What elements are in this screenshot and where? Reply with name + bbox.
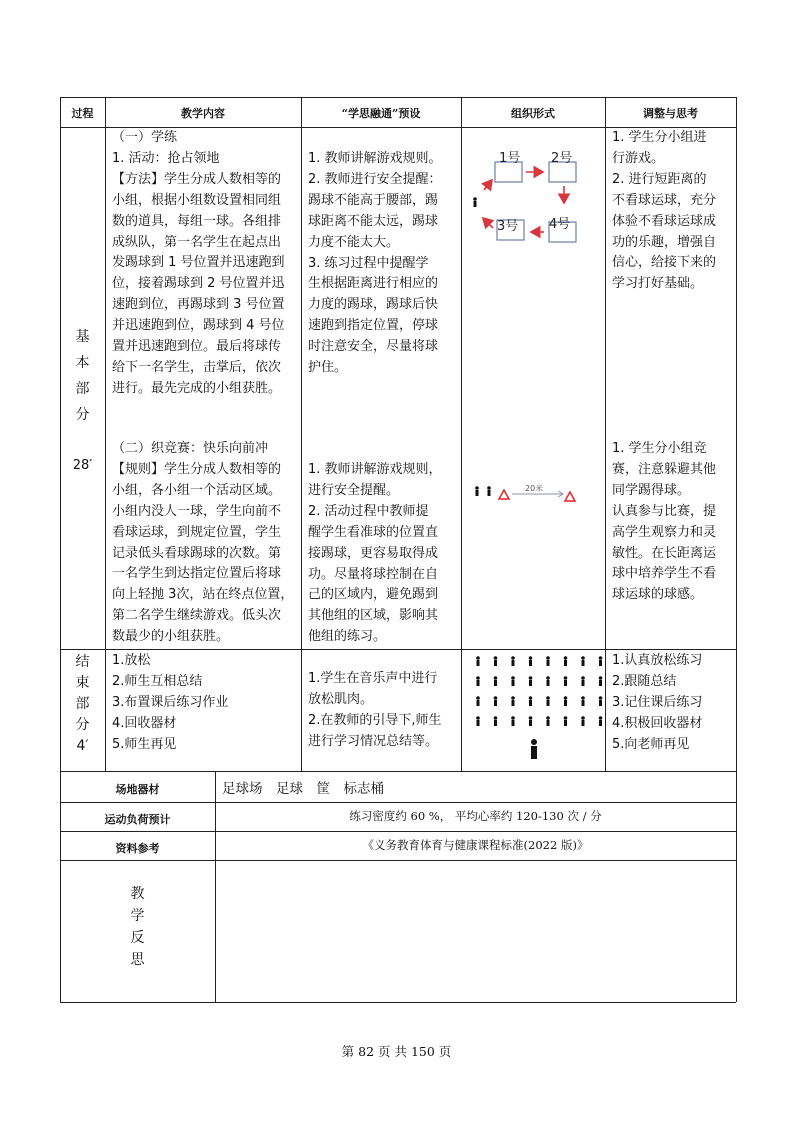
student-formation — [476, 656, 602, 726]
teacher-icon — [531, 739, 537, 759]
reference-value: 《义务教育体育与健康课程标准(2022 版)》 — [362, 838, 589, 852]
student-icon — [476, 716, 480, 726]
text-line: 信心，给接下来的 — [612, 255, 717, 271]
text-line: 2. 活动过程中教师提 — [308, 503, 429, 519]
label-char: 结 — [75, 654, 90, 670]
text-line: 3.记住课后练习 — [612, 695, 703, 710]
text-line: 功的乐趣，增强自 — [612, 234, 717, 250]
ending-reflection — [612, 650, 702, 755]
text-line: 1. 学生分小组进 — [612, 130, 707, 145]
student-icon — [564, 716, 568, 726]
student-icon — [511, 716, 515, 726]
student-icon — [564, 696, 568, 706]
text-line: 向上轻抛 3次，站在终点位置， — [112, 587, 294, 603]
text-line: 小组，各小组一个活动区域。 — [112, 482, 282, 498]
student-icon — [476, 696, 480, 706]
text-line: 并迅速跑到位，踢球到 4 号位 — [112, 318, 285, 334]
grid-line — [105, 97, 106, 771]
student-icon — [581, 696, 585, 706]
student-icon — [599, 676, 603, 686]
position-label-1: 1号 — [499, 151, 521, 166]
grid-line — [60, 97, 736, 98]
venue-value: 足球场 足球 筐 标志桶 — [222, 781, 384, 797]
activity2-preset — [308, 460, 442, 648]
activity2-diagram — [462, 478, 604, 508]
text-line: 己的区域内，避免踢到 — [308, 587, 439, 603]
text-line: 置并迅速跑到位。最后将球传 — [112, 339, 282, 355]
student-icon — [581, 716, 585, 726]
text-line: 2.跟随总结 — [612, 674, 677, 689]
text-line: 速跑到指定位置，停球 — [308, 318, 439, 334]
label-char: 本 — [75, 355, 90, 371]
text-line: 1.学生在音乐声中进行 — [308, 671, 438, 686]
label-char: 教 — [130, 886, 145, 902]
grid-line — [60, 860, 736, 861]
text-line: 放松肌肉。 — [308, 692, 374, 707]
student-icon — [599, 716, 603, 726]
ending-preset — [308, 668, 442, 752]
ending-part-label — [60, 652, 105, 757]
load-value: 练习密度约 60 %， 平均心率约 120-130 次 / 分 — [349, 809, 602, 823]
student-icon — [473, 197, 477, 207]
text-line: 其他组的区域，影响其 — [308, 608, 439, 624]
text-line: 进行学习情况总结等。 — [308, 734, 439, 749]
text-line: 赛，注意躲避其他 — [612, 461, 717, 477]
activity2-content — [112, 439, 293, 648]
student-icon — [564, 656, 568, 666]
text-line: 5.师生再见 — [112, 737, 177, 752]
text-line: 2.师生互相总结 — [112, 674, 203, 689]
grid-line — [605, 97, 606, 771]
text-line: 球距离不能太远，踢球 — [308, 213, 439, 229]
text-line: 3.布置课后练习作业 — [112, 695, 229, 710]
student-icon — [564, 676, 568, 686]
text-line: 给下一名学生，击掌后，依次 — [112, 359, 282, 375]
student-icon — [581, 656, 585, 666]
grid-line — [60, 771, 736, 772]
text-line: 学习打好基础。 — [612, 276, 704, 292]
label-char: 思 — [130, 952, 145, 968]
text-line: 高学生观察力和灵 — [612, 524, 717, 540]
text-line: 4.积极回收器材 — [612, 716, 703, 731]
text-line: 位，接着踢球到 2 号位置并迅 — [112, 276, 285, 292]
arrow-diagonal-icon — [483, 218, 493, 228]
label-char: 束 — [75, 675, 90, 691]
text-line: 一名学生到达指定位置后将球 — [112, 566, 282, 582]
ending-content — [112, 650, 228, 755]
student-icon — [511, 696, 515, 706]
student-icon — [487, 486, 491, 496]
label-char: 学 — [130, 908, 145, 924]
text-line: 力度不能太大。 — [308, 234, 400, 250]
label-char: 分 — [75, 407, 90, 423]
text-line: 球中培养学生不看 — [612, 566, 717, 582]
text-line: 体验不看球运球成 — [612, 213, 717, 229]
arrow-diagonal-icon — [484, 180, 492, 190]
reference-label: 资料参考 — [115, 842, 160, 855]
text-line: 进行。最先完成的小组获胜。 — [112, 380, 282, 396]
text-line: 2.在教师的引导下,师生 — [308, 713, 442, 728]
text-line: 1. 学生分小组竞 — [612, 441, 707, 456]
position-label-4: 4号 — [549, 217, 571, 232]
grid-line — [60, 97, 61, 1002]
student-icon — [475, 486, 479, 496]
grid-line — [215, 771, 216, 1002]
text-line: 记录低头看球踢球的次数。第 — [112, 545, 282, 561]
text-line: 数的道具，每组一球。各组排 — [112, 213, 282, 229]
text-line: 1.放松 — [112, 653, 151, 668]
label-char: 反 — [130, 930, 145, 946]
text-line: （一）学练 — [112, 130, 178, 145]
basic-time: 28′ — [72, 458, 93, 473]
text-line: 醒学生看准球的位置直 — [308, 524, 439, 540]
student-icon — [494, 656, 498, 666]
distance-label: 20米 — [525, 484, 544, 493]
activity2-reflection — [612, 439, 716, 606]
text-line: 功。尽量将球控制在自 — [308, 566, 439, 582]
text-line: 他组的练习。 — [308, 629, 387, 645]
activity1-diagram — [462, 140, 604, 250]
student-icon — [546, 656, 550, 666]
text-line: 5.向老师再见 — [612, 737, 690, 752]
student-icon — [529, 656, 533, 666]
text-line: 数最少的小组获胜。 — [112, 629, 230, 645]
student-icon — [476, 676, 480, 686]
position-label-3: 3号 — [497, 219, 519, 234]
teaching-reflection-label — [60, 883, 215, 971]
text-line: 1. 教师讲解游戏规则。 — [308, 151, 442, 166]
text-line: 力度的踢球，踢球后快 — [308, 297, 439, 313]
text-line: 第二名学生继续游戏。低头次 — [112, 608, 282, 624]
position-label-2: 2号 — [551, 151, 573, 166]
student-icon — [546, 696, 550, 706]
student-icon — [546, 676, 550, 686]
label-char: 部 — [75, 381, 90, 397]
student-icon — [511, 676, 515, 686]
text-line: 速跑到位，再踢球到 3 号位置 — [112, 297, 285, 313]
text-line: 敏性。在长距离运 — [612, 545, 717, 561]
student-icon — [546, 716, 550, 726]
text-line: 行游戏。 — [612, 150, 665, 166]
header-organization: 组织形式 — [511, 107, 555, 120]
text-line: 同学踢得球。 — [612, 482, 691, 498]
ending-time: 4′ — [76, 738, 89, 754]
student-icon — [581, 676, 585, 686]
activity1-reflection — [612, 128, 716, 295]
text-line: 1. 活动：抢占领地 — [112, 150, 220, 166]
text-line: 成纵队，第一名学生在起点出 — [112, 234, 282, 250]
student-icon — [494, 696, 498, 706]
text-line: 发踢球到 1 号位置并迅速跑到 — [112, 255, 285, 271]
label-char: 分 — [75, 717, 90, 733]
text-line: 生根据距离进行相应的 — [308, 276, 439, 292]
venue-label: 场地器材 — [115, 783, 160, 796]
text-line: 不看球运球，充分 — [612, 192, 717, 208]
cone-icon — [565, 492, 575, 501]
basic-part-label — [60, 324, 105, 428]
student-icon — [529, 676, 533, 686]
header-process: 过程 — [71, 107, 94, 120]
page-number: 第 82 页 共 150 页 — [341, 1044, 452, 1059]
student-icon — [476, 656, 480, 666]
text-line: 【方法】学生分成人数相等的 — [112, 171, 282, 187]
text-line: 【规则】学生分成人数相等的 — [112, 461, 282, 477]
activity1-content — [112, 128, 285, 400]
text-line: 1.认真放松练习 — [612, 653, 703, 668]
grid-line — [736, 97, 737, 1002]
header-content: 教学内容 — [181, 107, 225, 120]
load-label: 运动负荷预计 — [104, 813, 171, 826]
student-icon — [511, 656, 515, 666]
student-icon — [599, 696, 603, 706]
student-icon — [494, 676, 498, 686]
student-icon — [599, 656, 603, 666]
student-icon — [494, 716, 498, 726]
text-line: 认真参与比赛，提 — [612, 503, 717, 519]
text-line: 接踢球，更容易取得成 — [308, 545, 439, 561]
grid-line — [60, 831, 736, 832]
text-line: 小组内没人一球，学生向前不 — [112, 503, 282, 519]
student-icon — [529, 696, 533, 706]
text-line: 2. 进行短距离的 — [612, 171, 707, 187]
grid-line — [60, 802, 736, 803]
text-line: （二）织竞赛：快乐向前冲 — [112, 441, 269, 456]
text-line: 时注意安全，尽量将球 — [308, 339, 439, 355]
cone-icon — [499, 490, 509, 499]
text-line: 看球运球，到规定位置，学生 — [112, 524, 282, 540]
text-line: 踢球不能高于腰部，踢 — [308, 192, 439, 208]
label-char: 部 — [75, 696, 90, 712]
text-line: 进行安全提醒。 — [308, 482, 400, 498]
text-line: 3. 练习过程中提醒学 — [308, 255, 429, 271]
label-char: 基 — [75, 329, 90, 345]
grid-line — [60, 1002, 736, 1003]
header-preset: “学思融通”预设 — [341, 107, 421, 120]
text-line: 球运球的球感。 — [612, 587, 704, 603]
text-line: 2. 教师进行安全提醒： — [308, 171, 442, 187]
grid-line — [301, 97, 302, 771]
activity1-preset — [308, 149, 442, 379]
student-icon — [529, 716, 533, 726]
text-line: 小组，根据小组数设置相同组 — [112, 192, 282, 208]
header-reflection: 调整与思考 — [643, 107, 698, 120]
text-line: 1. 教师讲解游戏规则， — [308, 462, 442, 477]
ending-formation-diagram — [462, 650, 604, 770]
text-line: 护住。 — [308, 360, 348, 376]
text-line: 4.回收器材 — [112, 716, 177, 731]
